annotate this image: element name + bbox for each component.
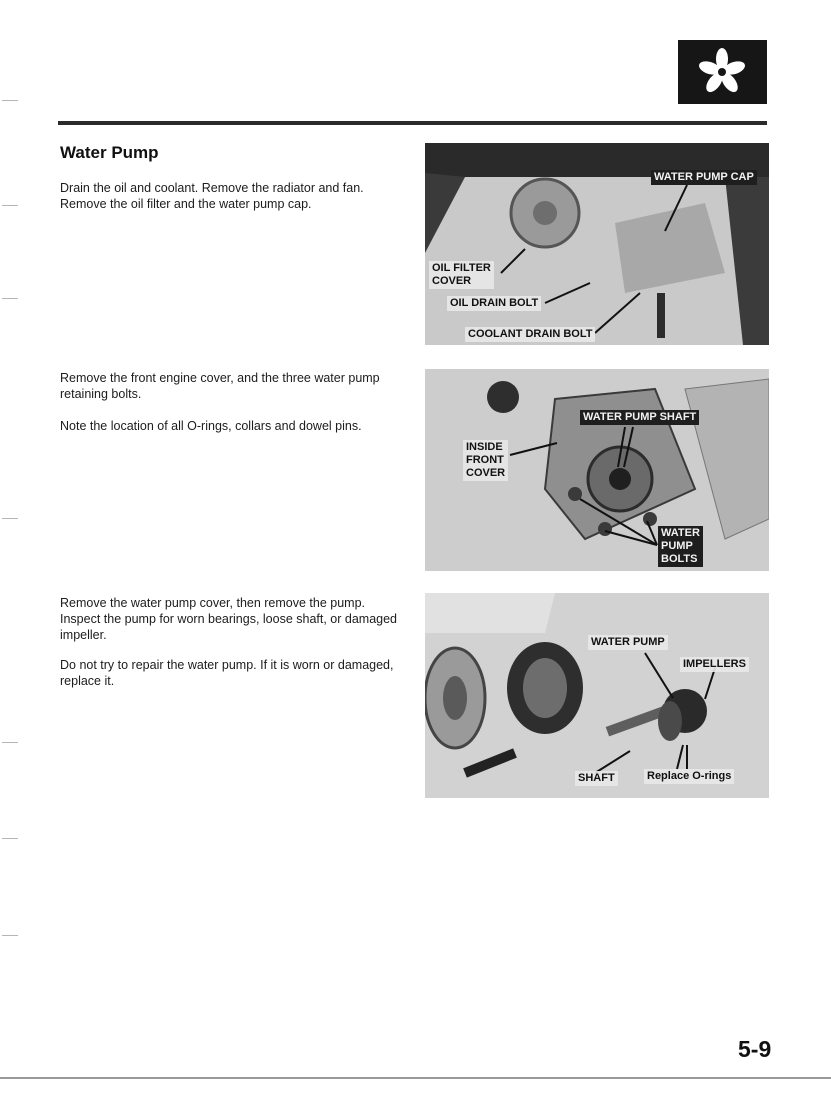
photo-engine-right-side bbox=[425, 143, 769, 345]
step-2-paragraph-1: Remove the front engine cover, and the three water pump retaining bolts. bbox=[60, 371, 380, 401]
bottom-rule bbox=[0, 1077, 831, 1079]
margin-mark bbox=[2, 935, 18, 936]
margin-mark bbox=[2, 298, 18, 299]
page-number: 5-9 bbox=[738, 1036, 772, 1062]
step-1-paragraph: Drain the oil and coolant. Remove the radiator and fan. Remove the oil filter and the water pump cap. bbox=[60, 181, 364, 211]
water-pump-photo-illustration bbox=[425, 593, 769, 798]
section-tab bbox=[678, 40, 767, 104]
label-water-pump-shaft: WATER PUMP SHAFT bbox=[580, 410, 699, 425]
photo-water-pump-removed bbox=[425, 593, 769, 798]
label-oil-drain-bolt: OIL DRAIN BOLT bbox=[447, 296, 541, 311]
label-coolant-drain-bolt: COOLANT DRAIN BOLT bbox=[465, 327, 595, 342]
label-water-pump-bolts: WATER PUMP BOLTS bbox=[658, 526, 703, 567]
margin-mark bbox=[2, 742, 18, 743]
top-rule bbox=[58, 121, 767, 125]
label-oil-filter-cover: OIL FILTER COVER bbox=[429, 261, 494, 289]
margin-mark bbox=[2, 518, 18, 519]
photo-front-cover-removed bbox=[425, 369, 769, 571]
label-impellers: IMPELLERS bbox=[680, 657, 749, 672]
label-inside-front-cover: INSIDE FRONT COVER bbox=[463, 440, 508, 481]
fan-snowflake-icon bbox=[678, 40, 767, 104]
label-water-pump: WATER PUMP bbox=[588, 635, 668, 650]
step-2-paragraph-2: Note the location of all O-rings, collars and dowel pins. bbox=[60, 419, 362, 433]
margin-mark bbox=[2, 100, 18, 101]
margin-mark bbox=[2, 205, 18, 206]
step-3-paragraph-1: Remove the water pump cover, then remove the pump. Inspect the pump for worn bearings, loose shaft, or damaged impeller. bbox=[60, 596, 397, 642]
label-water-pump-cap: WATER PUMP CAP bbox=[651, 170, 757, 185]
margin-mark bbox=[2, 838, 18, 839]
section-heading: Water Pump bbox=[60, 143, 159, 162]
label-replace-o-rings: Replace O-rings bbox=[644, 769, 734, 784]
step-3-paragraph-2: Do not try to repair the water pump. If it is worn or damaged, replace it. bbox=[60, 658, 394, 688]
label-shaft: SHAFT bbox=[575, 771, 618, 786]
